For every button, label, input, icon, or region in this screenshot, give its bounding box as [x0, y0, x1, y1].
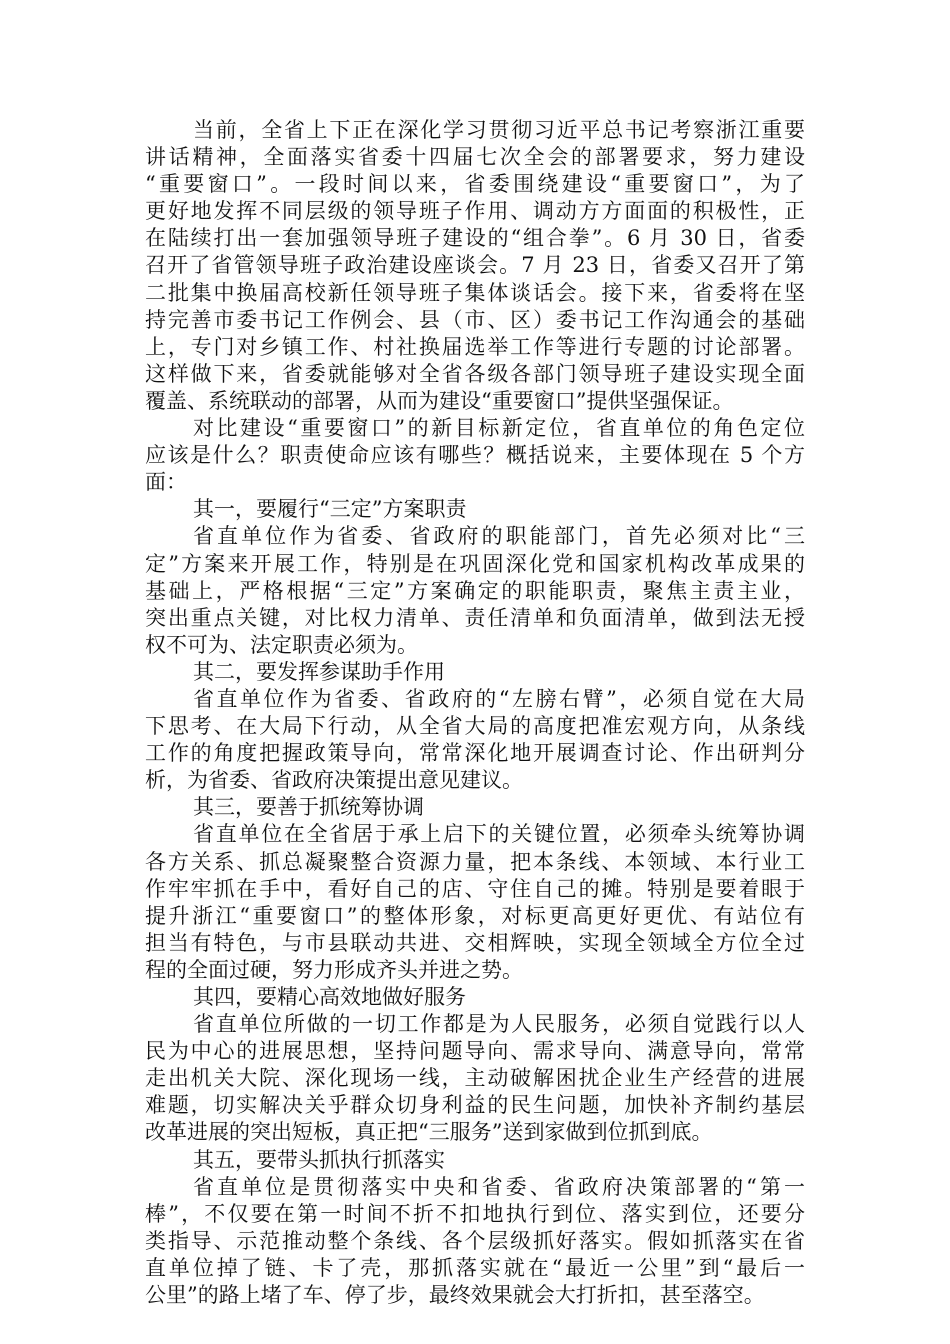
paragraph-first-line: 对比建设“重要窗口”的新目标新定位，省直单位的角色定位 — [193, 416, 805, 441]
paragraph-line: 在陆续打出一套加强领导班子建设的“组合拳”。6 月 30 日，省委 — [145, 226, 805, 251]
paragraph-first-line: 省直单位在全省居于承上启下的关键位置，必须牵头统筹协调 — [193, 822, 805, 847]
paragraph-line: 持完善市委书记工作例会、县（市、区）委书记工作沟通会的基础 — [145, 307, 805, 332]
paragraph-line: 讲话精神，全面落实省委十四届七次全会的部署要求，努力建设 — [145, 145, 805, 170]
section-heading: 其一，要履行“三定”方案职责 — [193, 497, 467, 522]
paragraph-first-line: 省直单位作为省委、省政府的职能部门，首先必须对比“三 — [193, 524, 805, 549]
paragraph-line: 类指导、示范推动整个条线、各个层级抓好落实。假如抓落实在省 — [145, 1228, 805, 1253]
paragraph-line: 定”方案来开展工作，特别是在巩固深化党和国家机构改革成果的 — [145, 551, 805, 576]
paragraph-line: 直单位掉了链、卡了壳，那抓落实就在“最近一公里”到“最后一 — [145, 1255, 805, 1280]
paragraph-first-line: 省直单位所做的一切工作都是为人民服务，必须自觉践行以人 — [193, 1012, 805, 1037]
paragraph-line: 面： — [145, 470, 187, 495]
paragraph-first-line: 省直单位是贯彻落实中央和省委、省政府决策部署的“第一 — [193, 1174, 805, 1199]
paragraph-line: 提升浙江“重要窗口”的整体形象，对标更高更好更优、有站位有 — [145, 903, 805, 928]
paragraph-line: 难题，切实解决关乎群众切身利益的民生问题，加快补齐制约基层 — [145, 1093, 805, 1118]
section-heading: 其五，要带头抓执行抓落实 — [193, 1147, 445, 1172]
section-heading: 其二，要发挥参谋助手作用 — [193, 659, 445, 684]
paragraph-line: 应该是什么？职责使命应该有哪些？概括说来，主要体现在 5 个方 — [145, 443, 805, 468]
paragraph-line: 基础上，严格根据“三定”方案确定的职能职责，聚焦主责主业， — [145, 578, 805, 603]
section-heading: 其四，要精心高效地做好服务 — [193, 985, 466, 1009]
paragraph-line: 二批集中换届高校新任领导班子集体谈话会。接下来，省委将在坚 — [145, 280, 805, 305]
paragraph-line: 程的全面过硬，努力形成齐头并进之势。 — [145, 957, 523, 982]
paragraph-line: 突出重点关键，对比权力清单、责任清单和负面清单，做到法无授 — [145, 605, 805, 630]
paragraph-first-line: 省直单位作为省委、省政府的“左膀右臂”，必须自觉在大局 — [193, 686, 805, 711]
paragraph-line: 权不可为、法定职责必须为。 — [145, 632, 418, 657]
paragraph-line: 析，为省委、省政府决策提出意见建议。 — [145, 768, 523, 793]
document-page — [145, 117, 805, 1309]
paragraph-line: 召开了省管领导班子政治建设座谈会。7 月 23 日，省委又召开了第 — [145, 253, 805, 278]
paragraph-line: 作牢牢抓在手中，看好自己的店、守住自己的摊。特别是要着眼于 — [145, 876, 805, 901]
paragraph-line: 上，专门对乡镇工作、村社换届选举工作等进行专题的讨论部署。 — [145, 334, 805, 359]
paragraph-line: 覆盖、系统联动的部署，从而为建设“重要窗口”提供坚强保证。 — [145, 388, 734, 413]
paragraph-line: 下思考、在大局下行动，从全省大局的高度把准宏观方向，从条线 — [145, 714, 805, 739]
paragraph-line: 工作的角度把握政策导向，常常深化地开展调查讨论、作出研判分 — [145, 741, 805, 766]
paragraph-line: 棒”，不仅要在第一时间不折不扣地执行到位、落实到位，还要分 — [145, 1201, 805, 1226]
paragraph-line: 担当有特色，与市县联动共进、交相辉映，实现全领域全方位全过 — [145, 930, 805, 955]
section-heading: 其三，要善于抓统筹协调 — [193, 795, 424, 820]
paragraph-line: 公里”的路上堵了车、停了步，最终效果就会大打折扣，甚至落空。 — [145, 1283, 765, 1308]
paragraph-line: 这样做下来，省委就能够对全省各级各部门领导班子建设实现全面 — [145, 361, 805, 386]
paragraph-line: “重要窗口”。一段时间以来，省委围绕建设“重要窗口”，为了 — [145, 172, 805, 197]
paragraph-line: 更好地发挥不同层级的领导班子作用、调动方方面面的积极性，正 — [145, 199, 805, 224]
paragraph-line: 改革进展的突出短板，真正把“三服务”送到家做到位抓到底。 — [145, 1120, 713, 1145]
paragraph-line: 走出机关大院、深化现场一线，主动破解困扰企业生产经营的进展 — [145, 1066, 805, 1091]
paragraph-first-line: 当前，全省上下正在深化学习贯彻习近平总书记考察浙江重要 — [193, 118, 805, 142]
paragraph-line: 各方关系、抓总凝聚整合资源力量，把本条线、本领域、本行业工 — [145, 849, 805, 874]
paragraph-line: 民为中心的进展思想，坚持问题导向、需求导向、满意导向，常常 — [145, 1039, 805, 1064]
